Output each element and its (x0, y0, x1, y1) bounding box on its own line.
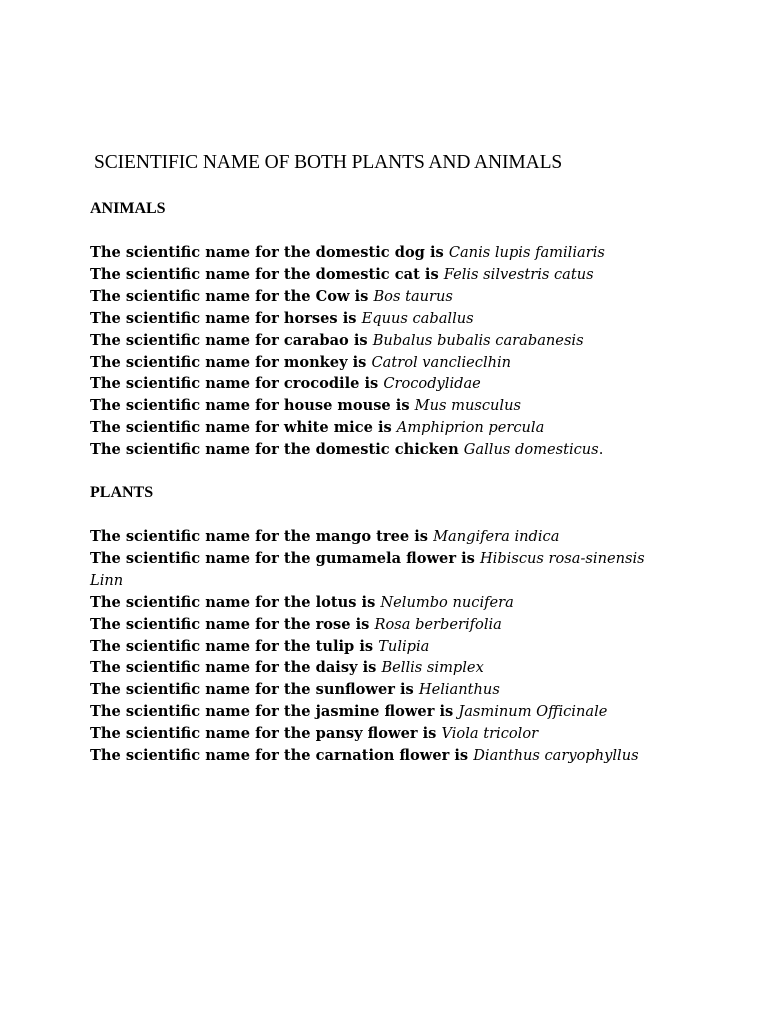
animal-entry (90, 352, 670, 374)
plant-entry (90, 723, 670, 745)
scientific-name: Crocodylidae (383, 375, 481, 393)
plant-entry (90, 636, 670, 658)
plants-list (90, 526, 670, 767)
scientific-name: Mus musculus (414, 397, 521, 415)
entry-lead: The scientific name for monkey is (90, 353, 372, 371)
plant-entry (90, 657, 670, 679)
scientific-name: Tulipia (378, 637, 430, 655)
animals-list (90, 242, 670, 461)
animal-entry (90, 264, 670, 286)
plant-entry (90, 592, 670, 614)
scientific-name: Bos taurus (373, 287, 453, 305)
entry-lead: The scientific name for the carnation flower is (90, 747, 474, 765)
entry-lead: The scientific name for carabao is (90, 331, 373, 349)
scientific-name: Helianthus (418, 681, 500, 699)
entry-lead: The scientific name for the sunflower is (90, 681, 419, 699)
entry-tail: . (598, 441, 604, 459)
scientific-name: Dianthus caryophyllus (473, 747, 639, 765)
plant-entry (90, 679, 670, 701)
scientific-name: Jasminum Officinale (458, 703, 608, 721)
entry-lead: The scientific name for the daisy is (90, 659, 382, 677)
animal-entry (90, 417, 670, 439)
animal-entry (90, 242, 670, 264)
scientific-name: Nelumbo nucifera (380, 593, 514, 611)
entry-lead: The scientific name for the Cow is (90, 287, 374, 305)
entry-lead: The scientific name for the domestic dog is (90, 244, 449, 261)
entry-lead: The scientific name for the jasmine flower is (90, 703, 459, 721)
plant-entry (90, 548, 658, 592)
animals-heading: ANIMALS (90, 200, 166, 217)
entry-lead: The scientific name for the mango tree is (90, 528, 434, 545)
document-title: SCIENTIFIC NAME OF BOTH PLANTS AND ANIMALS (94, 152, 563, 173)
entry-lead: The scientific name for the gumamela flower is (90, 549, 480, 567)
scientific-name: Equus caballus (361, 309, 474, 327)
scientific-name: Rosa berberifolia (374, 615, 502, 633)
plants-heading: PLANTS (90, 484, 154, 501)
animal-entry (90, 308, 670, 330)
entry-lead: The scientific name for the domestic cat is (90, 265, 444, 283)
plant-entry (90, 614, 670, 636)
scientific-name: Bellis simplex (381, 659, 484, 677)
animal-entry (90, 330, 670, 352)
scientific-name: Viola tricolor (441, 725, 539, 743)
entry-lead: The scientific name for the domestic chicken (90, 441, 464, 459)
entry-lead: The scientific name for the rose is (90, 615, 375, 633)
scientific-name: Mangifera indica (433, 528, 560, 545)
entry-lead: The scientific name for the tulip is (90, 637, 379, 655)
animal-entry (90, 373, 670, 395)
scientific-name: Bubalus bubalis carabanesis (372, 331, 584, 349)
plant-entry (90, 701, 670, 723)
scientific-name: Felis silvestris catus (443, 265, 594, 283)
plant-entry (90, 745, 670, 767)
scientific-name: Hibiscus rosa-sinensis Linn (90, 549, 645, 589)
entry-lead: The scientific name for crocodile is (90, 375, 384, 393)
scientific-name: Catrol vanclieclhin (371, 353, 512, 371)
animal-entry (90, 286, 670, 308)
animal-entry (90, 439, 670, 461)
entry-lead: The scientific name for house mouse is (90, 397, 415, 415)
scientific-name: Canis lupis familiaris (448, 244, 605, 261)
animal-entry (90, 395, 670, 417)
scientific-name: Amphiprion percula (396, 419, 545, 437)
scientific-name: Gallus domesticus (463, 441, 599, 459)
entry-lead: The scientific name for the lotus is (90, 593, 381, 611)
entry-lead: The scientific name for horses is (90, 309, 362, 327)
entry-lead: The scientific name for the pansy flower is (90, 725, 442, 743)
plant-entry (90, 526, 670, 548)
entry-lead: The scientific name for white mice is (90, 419, 397, 437)
